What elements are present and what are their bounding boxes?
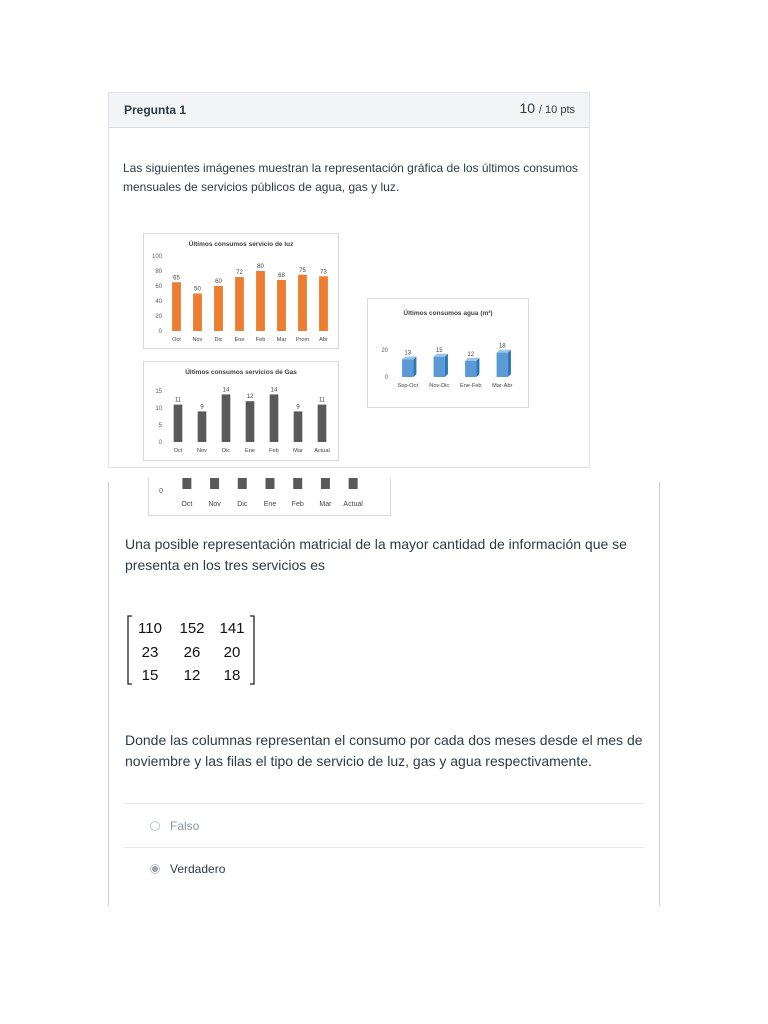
bar xyxy=(321,478,330,489)
chart-title: Últimos consumos servicio de luz xyxy=(188,241,294,248)
matrix xyxy=(124,614,264,686)
x-tick-label: Sep-Oct xyxy=(397,383,419,389)
x-tick-label: Mar xyxy=(293,448,303,454)
bar xyxy=(238,478,247,489)
x-tick-label: Nov xyxy=(197,448,207,454)
matrix-cell: 110 xyxy=(138,620,162,637)
matrix-cell: 23 xyxy=(141,644,159,661)
matrix-cell: 152 xyxy=(179,620,205,637)
bar xyxy=(266,478,275,489)
radio-verdadero[interactable] xyxy=(150,864,160,874)
x-tick-label: Prom xyxy=(295,337,310,343)
answer-label-falso: Falso xyxy=(170,819,200,833)
bar xyxy=(193,294,202,332)
x-tick-label: Ene xyxy=(234,337,245,343)
points-earned: 10 xyxy=(519,100,536,116)
data-label: 9 xyxy=(200,404,204,411)
y-tick-label: 0 xyxy=(158,329,162,335)
data-label: 68 xyxy=(278,273,285,279)
chart-agua xyxy=(367,298,529,408)
question-title: Pregunta 1 xyxy=(124,103,187,117)
chart-gas-svg xyxy=(144,362,338,460)
data-label: 73 xyxy=(320,269,327,276)
data-label: 50 xyxy=(194,286,201,293)
x-tick-label: Oct xyxy=(173,448,183,454)
answer-label-verdadero: Verdadero xyxy=(170,862,226,876)
matrix-svg xyxy=(124,614,264,686)
y-tick-label: 0 xyxy=(384,375,388,381)
x-tick-label: Feb xyxy=(269,448,279,454)
y-tick-label: 5 xyxy=(158,423,162,429)
matrix-explanation-text: Donde las columnas representan el consumo por cada dos meses desde el mes de noviembre y las filas el tipo de servicio de luz, gas y agua respectivamente. xyxy=(125,732,643,769)
bar-side-face xyxy=(476,358,479,377)
y-tick-label: 10 xyxy=(155,406,162,412)
bar xyxy=(497,353,508,377)
x-tick-label: Mar-Abr xyxy=(492,383,513,389)
x-tick-label: Mar xyxy=(276,337,287,343)
chart-luz xyxy=(143,233,339,349)
matrix-bracket-left xyxy=(128,616,132,684)
bar xyxy=(256,271,265,331)
matrix-cell: 20 xyxy=(223,644,241,661)
data-label: 75 xyxy=(299,267,306,274)
chart-gas xyxy=(143,361,339,461)
data-label: 60 xyxy=(215,279,222,285)
data-label: 15 xyxy=(435,347,443,354)
bar xyxy=(318,405,327,442)
x-tick-label: Mar xyxy=(319,501,332,508)
y-tick-label: 20 xyxy=(155,314,162,320)
matrix-cell: 12 xyxy=(183,667,201,684)
question-points xyxy=(519,100,575,116)
x-tick-label: Dic xyxy=(221,448,231,454)
bar xyxy=(210,478,219,489)
radio-falso[interactable] xyxy=(150,821,160,831)
x-tick-label: Dic xyxy=(237,501,248,508)
bar xyxy=(298,275,307,331)
bar xyxy=(319,276,328,331)
question-card xyxy=(108,92,590,468)
chart-agua-svg xyxy=(368,299,528,407)
question-header xyxy=(109,93,589,128)
y-tick-label: 80 xyxy=(155,269,162,275)
data-label: 14 xyxy=(270,387,278,394)
y-tick-label: 20 xyxy=(381,348,388,354)
x-tick-label: Nov xyxy=(192,337,203,343)
y-tick-label: 40 xyxy=(155,299,162,305)
data-label: 9 xyxy=(296,404,300,411)
x-tick-label: Oct xyxy=(181,501,193,508)
y-tick-label: 15 xyxy=(155,389,162,395)
bar xyxy=(214,286,223,331)
bar xyxy=(434,357,445,377)
x-tick-label: Dic xyxy=(214,337,223,343)
x-tick-label: Feb xyxy=(255,337,266,343)
matrix-cell: 15 xyxy=(141,667,159,684)
bar xyxy=(172,282,181,331)
panel-border-left xyxy=(108,482,109,906)
x-tick-label: Nov xyxy=(208,501,221,508)
x-tick-label: Nov-Dic xyxy=(429,383,450,389)
matrix-cell: 141 xyxy=(219,620,245,637)
data-label: 12 xyxy=(467,351,475,358)
bar xyxy=(198,411,207,442)
y-tick-label: 100 xyxy=(151,254,162,260)
chart-gas-continuation xyxy=(148,478,391,516)
bar xyxy=(222,394,231,442)
data-label: 80 xyxy=(257,264,264,270)
question-intro: Las siguientes imágenes muestran la representación gráfica de los últimos consumos mensuales de servicios públicos de agua, gas y luz. xyxy=(123,161,578,194)
y-tick-label: 0 xyxy=(158,440,162,446)
points-total: / 10 pts xyxy=(538,104,575,116)
bar xyxy=(349,478,358,489)
bar xyxy=(246,401,255,442)
x-tick-label: Ene xyxy=(263,501,277,508)
answer-option-falso[interactable] xyxy=(150,816,199,836)
x-tick-label: Ene-Feb xyxy=(460,383,482,389)
bar xyxy=(465,361,476,377)
chart-gas-continuation-svg xyxy=(149,478,390,515)
data-label: 11 xyxy=(318,397,326,404)
bar xyxy=(270,394,279,442)
bar xyxy=(294,411,303,442)
panel-border-right xyxy=(659,482,660,906)
bar xyxy=(277,280,286,331)
chart-title: Últimos consumos servicios de Gas xyxy=(185,369,297,376)
data-label: 13 xyxy=(404,350,412,357)
chart-luz-svg xyxy=(144,234,338,348)
matrix-intro-text: Una posible representación matricial de la mayor cantidad de información que se presenta en los tres servicios es xyxy=(125,536,627,573)
bar-side-face xyxy=(508,350,511,377)
answer-option-verdadero[interactable] xyxy=(150,859,225,879)
x-tick-label: Ene xyxy=(245,448,255,454)
separator xyxy=(124,803,644,804)
separator xyxy=(124,847,644,848)
x-tick-label: Actual xyxy=(343,501,363,508)
data-label: 14 xyxy=(222,387,230,394)
y-tick-label: 60 xyxy=(155,284,162,290)
bar xyxy=(235,277,244,331)
x-tick-label: Abr xyxy=(319,337,328,343)
x-tick-label: Feb xyxy=(291,501,304,508)
data-label: 65 xyxy=(173,275,180,282)
data-label: 72 xyxy=(236,270,243,276)
bar-side-face xyxy=(445,354,448,377)
bar xyxy=(182,478,191,489)
matrix-cell: 18 xyxy=(223,667,241,684)
bar xyxy=(402,359,413,377)
bar-side-face xyxy=(413,356,416,377)
data-label: 12 xyxy=(246,394,254,401)
chart-title: Últimos consumos agua (m³) xyxy=(403,310,493,317)
matrix-cell: 26 xyxy=(183,644,201,661)
x-tick-label: Oct xyxy=(172,337,181,343)
matrix-bracket-right xyxy=(250,616,254,684)
bar xyxy=(174,405,183,442)
y-tick-label: 0 xyxy=(159,488,163,495)
bar xyxy=(293,478,302,489)
data-label: 18 xyxy=(498,343,506,350)
radio-selected-dot xyxy=(152,866,158,872)
x-tick-label: Actual xyxy=(314,448,330,454)
data-label: 11 xyxy=(174,397,182,404)
